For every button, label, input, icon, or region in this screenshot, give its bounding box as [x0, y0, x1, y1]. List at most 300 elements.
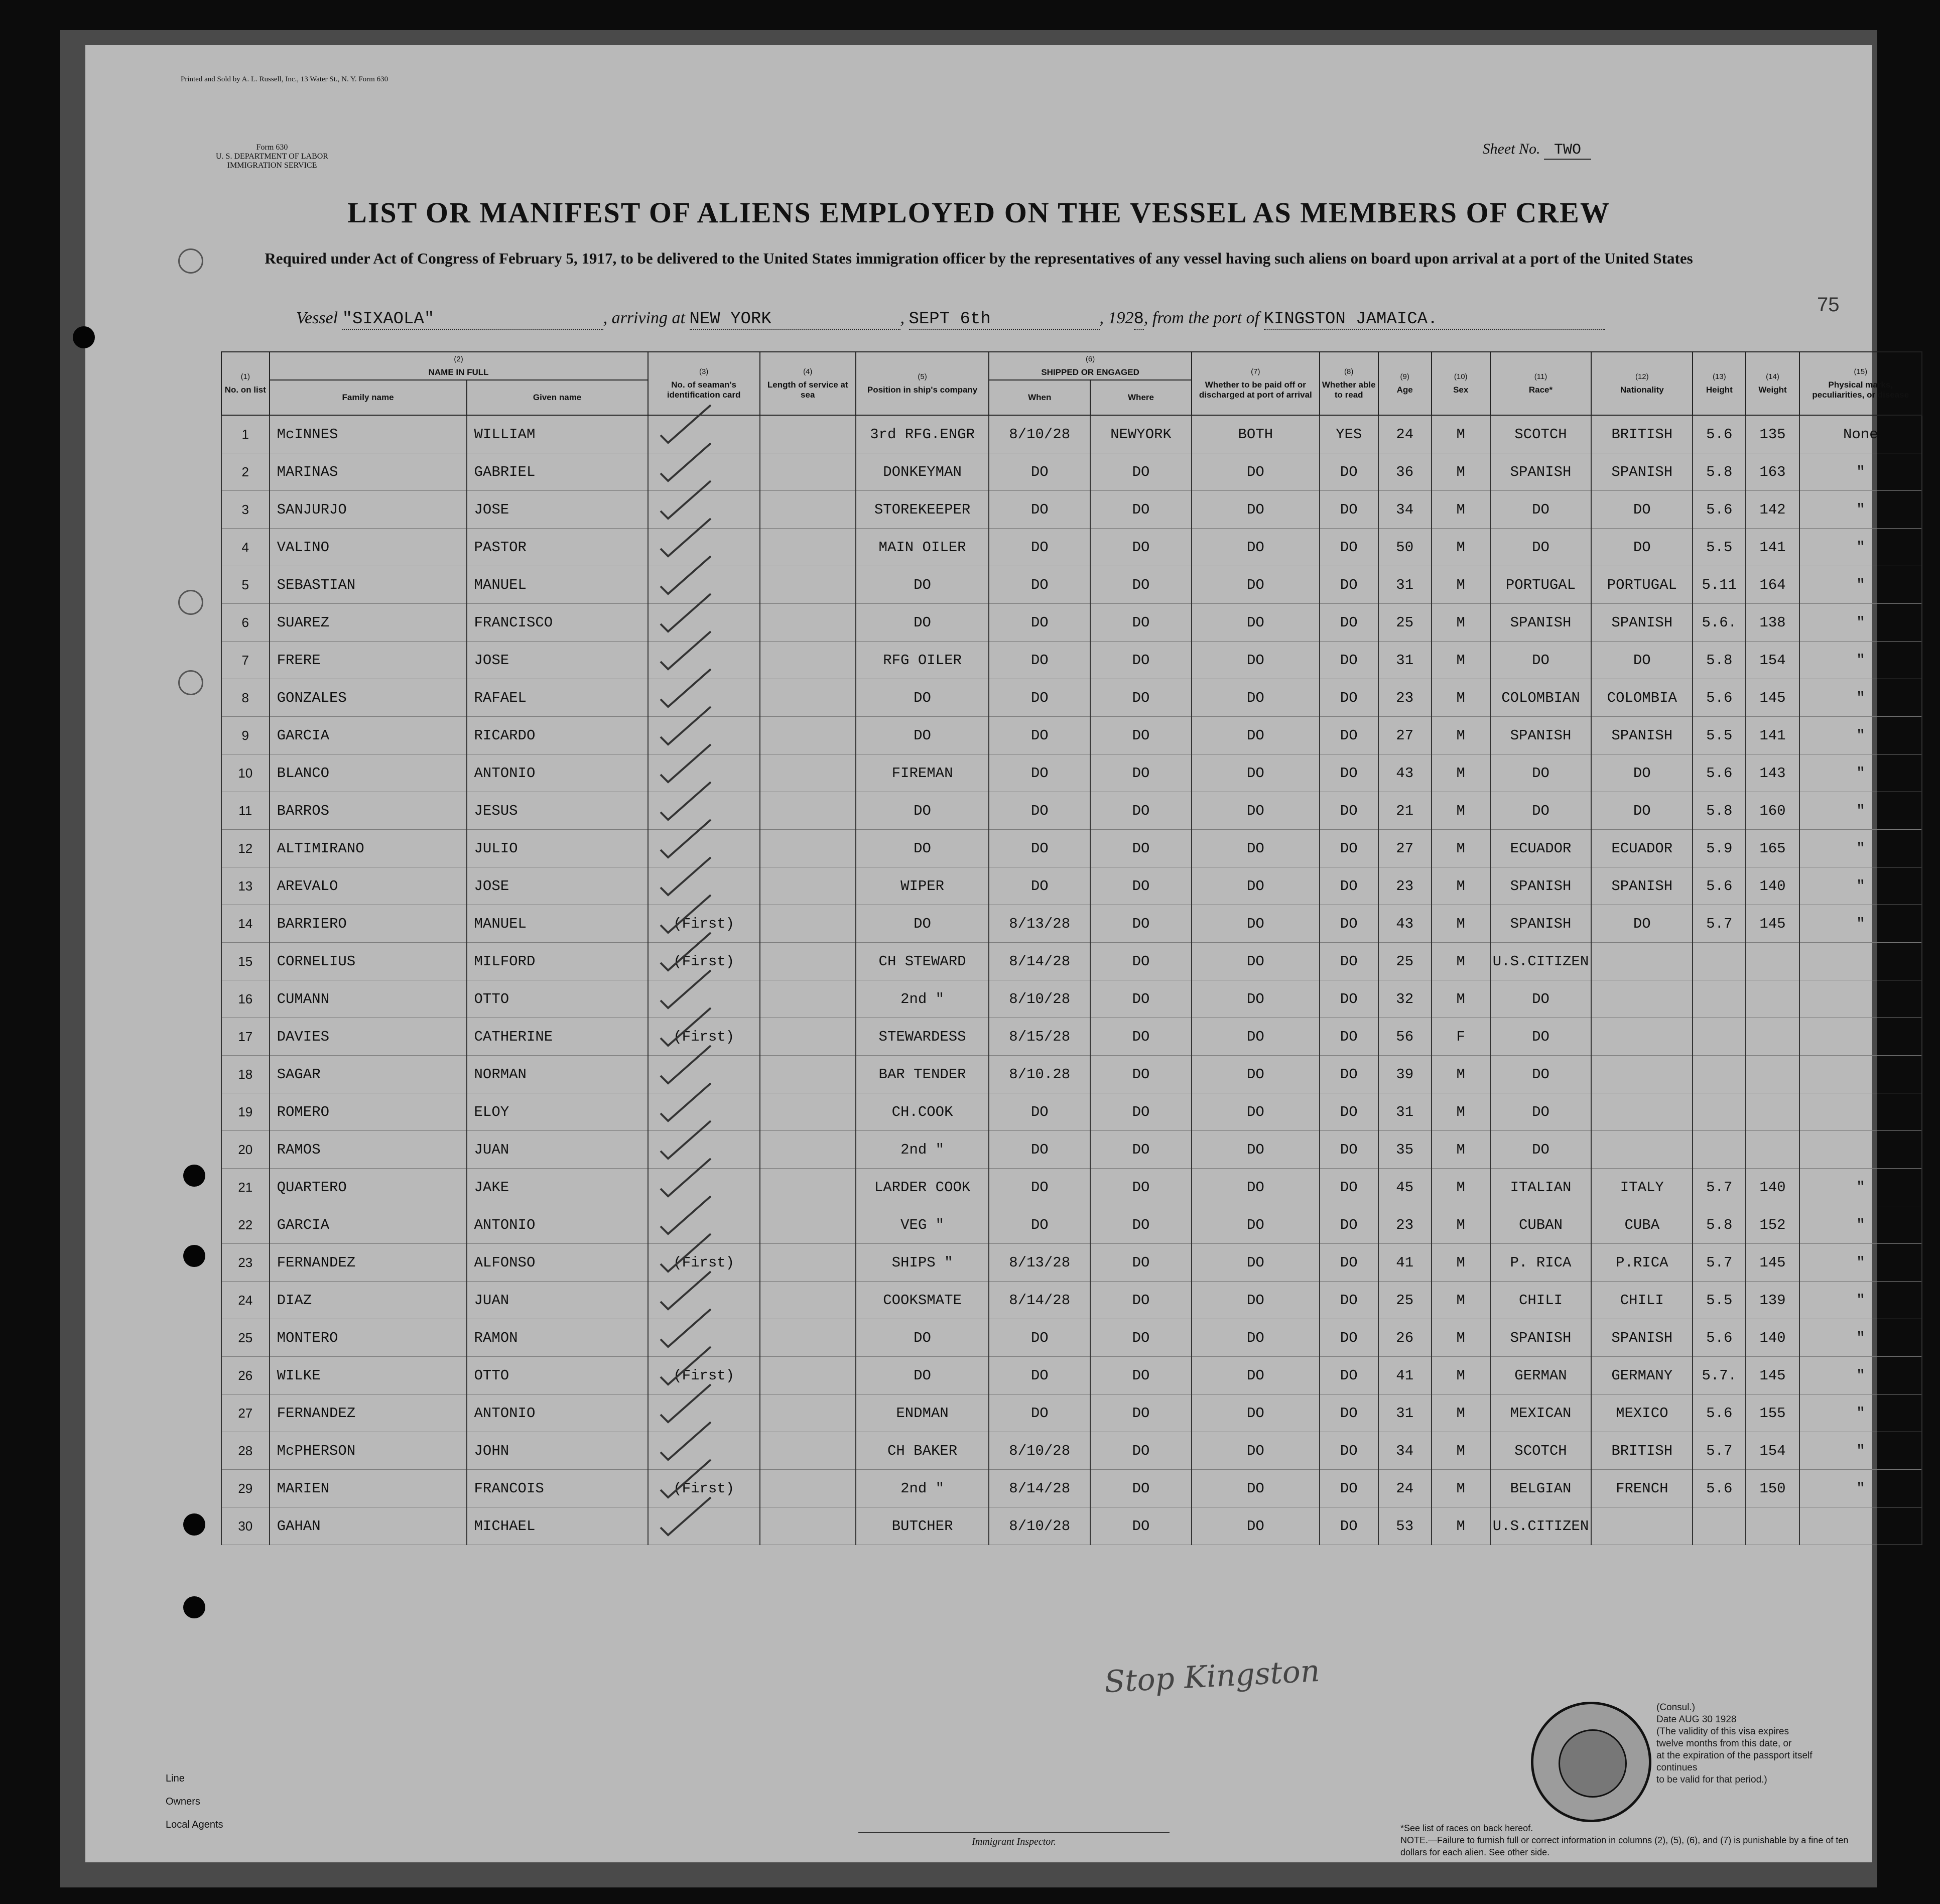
cell-service: [760, 566, 856, 604]
cell-age: 31: [1378, 566, 1432, 604]
table-row: [221, 867, 1922, 905]
cell-position: DONKEYMAN: [856, 453, 989, 491]
cell-weight: 135: [1746, 415, 1799, 453]
cell-race: MEXICAN: [1490, 1394, 1592, 1432]
table-row: [221, 529, 1922, 566]
cell-family: GAHAN: [270, 1507, 467, 1545]
cell-marks: ": [1799, 717, 1922, 754]
cell-where: DO: [1090, 1507, 1192, 1545]
col-header-6: (6) SHIPPED OR ENGAGED: [989, 352, 1192, 380]
table-row: [221, 943, 1922, 980]
cell-read: DO: [1320, 604, 1378, 642]
cell-nationality: DO: [1591, 905, 1693, 943]
cell-card: (First): [648, 1244, 760, 1282]
cell-height: 5.6: [1693, 867, 1746, 905]
cell-marks: ": [1799, 1244, 1922, 1282]
cell-given: MANUEL: [467, 566, 648, 604]
cell-height: 5.6: [1693, 415, 1746, 453]
cell-marks: ": [1799, 1169, 1922, 1206]
arrival-date: SEPT 6th: [909, 310, 1100, 330]
cell-service: [760, 1093, 856, 1131]
cell-position: FIREMAN: [856, 754, 989, 792]
cell-no: 8: [221, 679, 270, 717]
cell-age: 25: [1378, 604, 1432, 642]
cell-read: DO: [1320, 491, 1378, 529]
cell-where: DO: [1090, 830, 1192, 867]
cell-weight: 154: [1746, 642, 1799, 679]
binder-hole-icon: [73, 326, 95, 348]
cell-sex: F: [1432, 1018, 1490, 1056]
cell-when: DO: [989, 491, 1090, 529]
cell-sex: M: [1432, 1056, 1490, 1093]
cell-where: DO: [1090, 1093, 1192, 1131]
form-block: Form 630 U. S. DEPARTMENT OF LABOR IMMIGRATION SERVICE: [216, 143, 328, 170]
cell-when: 8/10/28: [989, 1432, 1090, 1470]
cell-height: 5.8: [1693, 1206, 1746, 1244]
cell-family: AREVALO: [270, 867, 467, 905]
cell-where: DO: [1090, 980, 1192, 1018]
cell-read: DO: [1320, 943, 1378, 980]
cell-sex: M: [1432, 943, 1490, 980]
cell-weight: 145: [1746, 905, 1799, 943]
cell-where: DO: [1090, 1432, 1192, 1470]
cell-sex: M: [1432, 415, 1490, 453]
cell-position: DO: [856, 905, 989, 943]
cell-when: DO: [989, 453, 1090, 491]
cell-weight: 145: [1746, 1244, 1799, 1282]
cell-age: 32: [1378, 980, 1432, 1018]
cell-sex: M: [1432, 905, 1490, 943]
cell-race: DO: [1490, 491, 1592, 529]
cell-age: 23: [1378, 867, 1432, 905]
cell-where: DO: [1090, 754, 1192, 792]
col-header-1: (1) No. on list: [221, 352, 270, 415]
cell-family: SANJURJO: [270, 491, 467, 529]
cell-race: DO: [1490, 754, 1592, 792]
cell-read: DO: [1320, 830, 1378, 867]
cell-when: DO: [989, 1394, 1090, 1432]
col-header-13: (13) Height: [1693, 352, 1746, 415]
table-row: [221, 1357, 1922, 1394]
cell-when: 8/13/28: [989, 905, 1090, 943]
table-row: [221, 754, 1922, 792]
cell-family: SEBASTIAN: [270, 566, 467, 604]
cell-height: 5.8: [1693, 453, 1746, 491]
cell-no: 27: [221, 1394, 270, 1432]
cell-no: 5: [221, 566, 270, 604]
cell-service: [760, 943, 856, 980]
cell-height: [1693, 1131, 1746, 1169]
cell-where: DO: [1090, 1244, 1192, 1282]
cell-nationality: [1591, 1018, 1693, 1056]
cell-read: DO: [1320, 1206, 1378, 1244]
cell-family: GONZALES: [270, 679, 467, 717]
cell-service: [760, 1056, 856, 1093]
cell-position: SHIPS ": [856, 1244, 989, 1282]
cell-race: DO: [1490, 1131, 1592, 1169]
cell-marks: ": [1799, 1282, 1922, 1319]
cell-height: 5.6.: [1693, 604, 1746, 642]
cell-paid: DO: [1192, 754, 1320, 792]
cell-height: 5.6: [1693, 491, 1746, 529]
cell-given: JESUS: [467, 792, 648, 830]
arrival-year: 8: [1133, 310, 1144, 329]
cell-age: 24: [1378, 415, 1432, 453]
cell-paid: DO: [1192, 1056, 1320, 1093]
cell-age: 35: [1378, 1131, 1432, 1169]
table-row: [221, 980, 1922, 1018]
cell-race: BELGIAN: [1490, 1470, 1592, 1507]
cell-family: MONTERO: [270, 1319, 467, 1357]
cell-nationality: DO: [1591, 792, 1693, 830]
cell-where: DO: [1090, 1357, 1192, 1394]
cell-position: 2nd ": [856, 1470, 989, 1507]
cell-paid: DO: [1192, 980, 1320, 1018]
cell-race: U.S.CITIZEN: [1490, 943, 1592, 980]
cell-read: DO: [1320, 1470, 1378, 1507]
page-number: 75: [1817, 294, 1840, 316]
cell-age: 43: [1378, 905, 1432, 943]
cell-sex: M: [1432, 1131, 1490, 1169]
cell-read: YES: [1320, 415, 1378, 453]
cell-height: [1693, 1018, 1746, 1056]
cell-sex: M: [1432, 566, 1490, 604]
cell-given: JULIO: [467, 830, 648, 867]
cell-position: CH BAKER: [856, 1432, 989, 1470]
table-row: [221, 566, 1922, 604]
cell-position: CH STEWARD: [856, 943, 989, 980]
cell-family: McINNES: [270, 415, 467, 453]
cell-race: DO: [1490, 1093, 1592, 1131]
cell-no: 14: [221, 905, 270, 943]
cell-family: BARROS: [270, 792, 467, 830]
cell-when: DO: [989, 1357, 1090, 1394]
cell-weight: 145: [1746, 1357, 1799, 1394]
cell-family: RAMOS: [270, 1131, 467, 1169]
cell-when: DO: [989, 1169, 1090, 1206]
cell-weight: 155: [1746, 1394, 1799, 1432]
cell-age: 25: [1378, 943, 1432, 980]
cell-when: 8/10.28: [989, 1056, 1090, 1093]
cell-where: DO: [1090, 792, 1192, 830]
manifest-sheet: [85, 45, 1909, 1862]
cell-height: 5.8: [1693, 642, 1746, 679]
crew-manifest-table: [221, 351, 1922, 1545]
cell-race: U.S.CITIZEN: [1490, 1507, 1592, 1545]
cell-read: DO: [1320, 980, 1378, 1018]
cell-when: DO: [989, 1093, 1090, 1131]
cell-age: 23: [1378, 1206, 1432, 1244]
cell-age: 43: [1378, 754, 1432, 792]
cell-given: JUAN: [467, 1282, 648, 1319]
cell-where: DO: [1090, 943, 1192, 980]
col-header-4: (4) Length of service at sea: [760, 352, 856, 415]
table-row: [221, 1056, 1922, 1093]
cell-service: [760, 1169, 856, 1206]
cell-when: DO: [989, 642, 1090, 679]
cell-weight: 164: [1746, 566, 1799, 604]
cell-race: SPANISH: [1490, 604, 1592, 642]
cell-no: 13: [221, 867, 270, 905]
cell-weight: 142: [1746, 491, 1799, 529]
cell-age: 50: [1378, 529, 1432, 566]
cell-sex: M: [1432, 1319, 1490, 1357]
cell-when: 8/10/28: [989, 415, 1090, 453]
cell-read: DO: [1320, 867, 1378, 905]
cell-service: [760, 491, 856, 529]
cell-read: DO: [1320, 1319, 1378, 1357]
cell-weight: 140: [1746, 1319, 1799, 1357]
cell-family: ALTIMIRANO: [270, 830, 467, 867]
cell-marks: [1799, 943, 1922, 980]
cell-where: DO: [1090, 717, 1192, 754]
cell-height: 5.6: [1693, 754, 1746, 792]
cell-given: ELOY: [467, 1093, 648, 1131]
cell-marks: ": [1799, 679, 1922, 717]
cell-nationality: ECUADOR: [1591, 830, 1693, 867]
cell-read: DO: [1320, 453, 1378, 491]
table-row: [221, 1244, 1922, 1282]
cell-when: DO: [989, 529, 1090, 566]
cell-sex: M: [1432, 453, 1490, 491]
cell-where: DO: [1090, 1394, 1192, 1432]
cell-sex: M: [1432, 754, 1490, 792]
cell-age: 34: [1378, 1432, 1432, 1470]
cell-when: 8/14/28: [989, 1282, 1090, 1319]
table-row: [221, 905, 1922, 943]
cell-race: SPANISH: [1490, 717, 1592, 754]
cell-when: DO: [989, 867, 1090, 905]
cell-no: 11: [221, 792, 270, 830]
cell-race: SPANISH: [1490, 453, 1592, 491]
inspector-signature-line: Immigrant Inspector.: [858, 1832, 1170, 1848]
cell-position: DO: [856, 717, 989, 754]
cell-where: DO: [1090, 1131, 1192, 1169]
cell-position: STOREKEEPER: [856, 491, 989, 529]
col-header-10: (10) Sex: [1432, 352, 1490, 415]
cell-service: [760, 1018, 856, 1056]
cell-when: DO: [989, 830, 1090, 867]
cell-no: 25: [221, 1319, 270, 1357]
cell-marks: ": [1799, 1319, 1922, 1357]
cell-paid: DO: [1192, 453, 1320, 491]
table-row: [221, 1507, 1922, 1545]
cell-given: JUAN: [467, 1131, 648, 1169]
cell-given: OTTO: [467, 1357, 648, 1394]
cell-position: BAR TENDER: [856, 1056, 989, 1093]
cell-card: (First): [648, 1470, 760, 1507]
cell-service: [760, 1357, 856, 1394]
cell-read: DO: [1320, 1244, 1378, 1282]
cell-paid: DO: [1192, 830, 1320, 867]
cell-paid: DO: [1192, 1394, 1320, 1432]
cell-when: DO: [989, 1131, 1090, 1169]
cell-where: DO: [1090, 679, 1192, 717]
printer-line: Printed and Sold by A. L. Russell, Inc., 13 Water St., N. Y. Form 630: [181, 75, 389, 83]
cell-given: WILLIAM: [467, 415, 648, 453]
cell-height: 5.11: [1693, 566, 1746, 604]
footnote: *See list of races on back hereof. NOTE.—Failure to furnish full or correct information in columns (2), (5), (6), and (7) is punishable by a fine of ten dollars for each alien. See other side.: [1400, 1823, 1849, 1857]
cell-service: [760, 905, 856, 943]
col-header-3: (3) No. of seaman's identification card: [648, 352, 760, 415]
cell-service: [760, 415, 856, 453]
vessel-line: Vessel "SIXAOLA" , arriving at NEW YORK , SEPT 6th , 1928, from the port of KINGSTON JAMAICA.: [296, 309, 1605, 330]
cell-position: 2nd ": [856, 1131, 989, 1169]
cell-when: 8/15/28: [989, 1018, 1090, 1056]
cell-family: CORNELIUS: [270, 943, 467, 980]
table-row: [221, 679, 1922, 717]
table-row: [221, 491, 1922, 529]
cell-where: DO: [1090, 604, 1192, 642]
cell-paid: DO: [1192, 679, 1320, 717]
cell-nationality: SPANISH: [1591, 1319, 1693, 1357]
cell-marks: ": [1799, 529, 1922, 566]
cell-nationality: [1591, 1507, 1693, 1545]
cell-age: 26: [1378, 1319, 1432, 1357]
departure-port: KINGSTON JAMAICA.: [1264, 310, 1605, 330]
cell-marks: [1799, 1093, 1922, 1131]
cell-nationality: [1591, 1093, 1693, 1131]
cell-given: GABRIEL: [467, 453, 648, 491]
cell-given: JOHN: [467, 1432, 648, 1470]
cell-position: DO: [856, 792, 989, 830]
cell-nationality: DO: [1591, 642, 1693, 679]
cell-height: [1693, 1507, 1746, 1545]
cell-paid: DO: [1192, 1093, 1320, 1131]
cell-paid: DO: [1192, 1432, 1320, 1470]
cell-weight: 139: [1746, 1282, 1799, 1319]
table-row: [221, 642, 1922, 679]
cell-position: DO: [856, 604, 989, 642]
cell-given: JOSE: [467, 867, 648, 905]
cell-no: 6: [221, 604, 270, 642]
cell-given: OTTO: [467, 980, 648, 1018]
cell-position: DO: [856, 830, 989, 867]
cell-sex: M: [1432, 792, 1490, 830]
cell-family: SUAREZ: [270, 604, 467, 642]
cell-height: 5.7: [1693, 905, 1746, 943]
cell-service: [760, 679, 856, 717]
cell-age: 45: [1378, 1169, 1432, 1206]
cell-family: DIAZ: [270, 1282, 467, 1319]
cell-when: DO: [989, 1206, 1090, 1244]
visa-stamp: (Consul.) Date AUG 30 1928 (The validity of this visa expires twelve months from this date, or at the expiration of the passport itself continues to be valid for that period.): [1656, 1702, 1813, 1785]
cell-age: 23: [1378, 679, 1432, 717]
cell-marks: ": [1799, 1432, 1922, 1470]
cell-weight: 163: [1746, 453, 1799, 491]
cell-read: DO: [1320, 905, 1378, 943]
cell-weight: 140: [1746, 867, 1799, 905]
cell-read: DO: [1320, 679, 1378, 717]
cell-weight: 145: [1746, 679, 1799, 717]
cell-no: 19: [221, 1093, 270, 1131]
cell-given: MICHAEL: [467, 1507, 648, 1545]
cell-card: (First): [648, 943, 760, 980]
cell-height: 5.6: [1693, 1319, 1746, 1357]
cell-race: P. RICA: [1490, 1244, 1592, 1282]
cell-paid: DO: [1192, 717, 1320, 754]
cell-race: DO: [1490, 642, 1592, 679]
cell-paid: DO: [1192, 1470, 1320, 1507]
cell-when: DO: [989, 604, 1090, 642]
cell-service: [760, 1394, 856, 1432]
cell-marks: ": [1799, 604, 1922, 642]
cell-when: DO: [989, 792, 1090, 830]
col-header-11: (11) Race*: [1490, 352, 1592, 415]
cell-weight: 152: [1746, 1206, 1799, 1244]
cell-no: 15: [221, 943, 270, 980]
cell-weight: [1746, 1131, 1799, 1169]
binder-hole-icon: [183, 1513, 205, 1536]
cell-height: 5.7.: [1693, 1357, 1746, 1394]
cell-race: SPANISH: [1490, 867, 1592, 905]
cell-card: (First): [648, 1018, 760, 1056]
table-row: [221, 1018, 1922, 1056]
cell-weight: 143: [1746, 754, 1799, 792]
cell-sex: M: [1432, 529, 1490, 566]
cell-service: [760, 453, 856, 491]
cell-read: DO: [1320, 792, 1378, 830]
cell-given: RAMON: [467, 1319, 648, 1357]
cell-read: DO: [1320, 1018, 1378, 1056]
cell-race: DO: [1490, 1056, 1592, 1093]
cell-service: [760, 792, 856, 830]
col-header-9: (9) Age: [1378, 352, 1432, 415]
cell-paid: DO: [1192, 1282, 1320, 1319]
cell-nationality: COLOMBIA: [1591, 679, 1693, 717]
page-subtitle: Required under Act of Congress of February 5, 1917, to be delivered to the United States immigration officer by the representatives of any vessel having such aliens on board upon arrival at a port of the United States: [265, 249, 1693, 267]
cell-marks: ": [1799, 830, 1922, 867]
cell-marks: [1799, 980, 1922, 1018]
table-row: [221, 415, 1922, 453]
cell-paid: DO: [1192, 1244, 1320, 1282]
vessel-name: "SIXAOLA": [342, 310, 603, 330]
cell-height: 5.5: [1693, 529, 1746, 566]
cell-card: (First): [648, 905, 760, 943]
cell-paid: DO: [1192, 1507, 1320, 1545]
cell-given: FRANCISCO: [467, 604, 648, 642]
cell-family: SAGAR: [270, 1056, 467, 1093]
arrival-port: NEW YORK: [690, 310, 900, 330]
cell-service: [760, 1282, 856, 1319]
cell-marks: ": [1799, 566, 1922, 604]
cell-marks: ": [1799, 1357, 1922, 1394]
cell-read: DO: [1320, 1507, 1378, 1545]
cell-read: DO: [1320, 566, 1378, 604]
cell-position: BUTCHER: [856, 1507, 989, 1545]
table-row: [221, 1169, 1922, 1206]
cell-family: WILKE: [270, 1357, 467, 1394]
col-header-8: (8) Whether able to read: [1320, 352, 1378, 415]
cell-sex: M: [1432, 980, 1490, 1018]
cell-race: DO: [1490, 529, 1592, 566]
cell-position: VEG ": [856, 1206, 989, 1244]
cell-service: [760, 754, 856, 792]
cell-service: [760, 1470, 856, 1507]
cell-weight: [1746, 1093, 1799, 1131]
cell-weight: 160: [1746, 792, 1799, 830]
cell-given: MANUEL: [467, 905, 648, 943]
cell-race: CUBAN: [1490, 1206, 1592, 1244]
cell-family: GARCIA: [270, 717, 467, 754]
cell-sex: M: [1432, 1282, 1490, 1319]
cell-race: SPANISH: [1490, 905, 1592, 943]
cell-age: 41: [1378, 1357, 1432, 1394]
cell-service: [760, 830, 856, 867]
cell-given: RICARDO: [467, 717, 648, 754]
cell-given: NORMAN: [467, 1056, 648, 1093]
cell-no: 30: [221, 1507, 270, 1545]
